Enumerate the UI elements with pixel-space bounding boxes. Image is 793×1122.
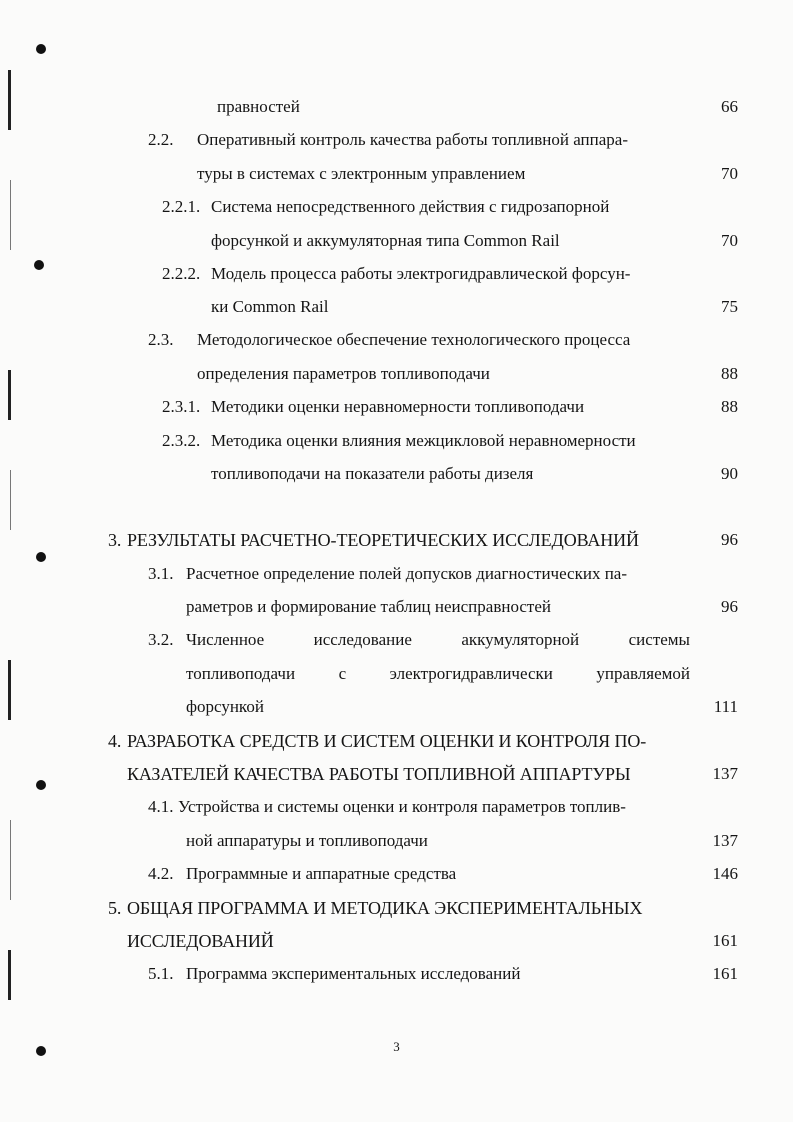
- toc-chapter-title: РЕЗУЛЬТАТЫ РАСЧЕТНО-ТЕОРЕТИЧЕСКИХ ИССЛЕДОВАНИЙ: [127, 530, 639, 550]
- word: исследование: [313, 630, 412, 649]
- toc-page-number: 90: [721, 464, 738, 483]
- toc-entry-text: раметров и формирование таблиц неисправностей: [186, 597, 551, 616]
- toc-entry-text: Программные и аппаратные средства: [186, 864, 457, 883]
- toc-entry-number: 2.3.1.: [162, 397, 201, 416]
- toc-page-number: 66: [721, 97, 738, 116]
- toc-entry-text: Методики оценки неравномерности топливоподачи: [211, 397, 585, 416]
- toc-entry-number: 5.1.: [148, 964, 174, 983]
- punch-hole: [34, 260, 44, 270]
- toc-entry-number: 4.2.: [148, 864, 174, 883]
- toc-entry-text: форсункой: [186, 697, 264, 716]
- word: топливоподачи: [186, 664, 296, 683]
- toc-entry-number: 2.2.2.: [162, 264, 201, 283]
- word: управляемой: [596, 664, 690, 683]
- scan-edge-shadow: [8, 370, 11, 420]
- toc-entry-number: 3.2.: [148, 630, 174, 649]
- toc-page-number: 88: [721, 364, 738, 383]
- toc-entry-number: 4.1.: [148, 797, 174, 816]
- scan-edge-speck: [10, 180, 11, 250]
- toc-entry-text: [186, 663, 690, 685]
- scan-edge-shadow: [8, 950, 11, 1000]
- toc-entry-number: 2.3.: [148, 330, 174, 349]
- toc-entry-number: 2.3.2.: [162, 431, 201, 450]
- scan-edge-speck: [10, 820, 11, 900]
- page-number-footer: 3: [393, 1039, 400, 1054]
- toc-entry-text: правностей: [217, 97, 300, 116]
- toc-page-number: 111: [713, 697, 738, 716]
- toc-page-number: 96: [721, 530, 738, 549]
- toc-entry-text: туры в системах с электронным управлением: [197, 164, 526, 183]
- toc-entry-number: 3.1.: [148, 564, 174, 583]
- word: электрогидравлически: [389, 664, 553, 683]
- word: аккумуляторной: [461, 630, 580, 649]
- toc-entry-text: Методика оценки влияния межцикловой неравномерности: [211, 431, 636, 450]
- toc-entry-number: 2.2.1.: [162, 197, 201, 216]
- toc-page-number: 70: [721, 231, 738, 250]
- toc-entry-text: Оперативный контроль качества работы топливной аппара-: [197, 130, 628, 149]
- toc-entry-text: Расчетное определение полей допусков диагностических па-: [186, 564, 628, 583]
- toc-page-number: 75: [721, 297, 738, 316]
- word: системы: [628, 630, 690, 649]
- toc-chapter-title: КАЗАТЕЛЕЙ КАЧЕСТВА РАБОТЫ ТОПЛИВНОЙ АППАРТУРЫ: [127, 764, 631, 784]
- word: Численное: [186, 630, 265, 649]
- word: с: [338, 664, 347, 683]
- toc-entry-text: Устройства и системы оценки и контроля параметров топлив-: [178, 797, 626, 816]
- toc-chapter-number: 5.: [108, 898, 122, 918]
- toc-page-number: 146: [712, 864, 738, 883]
- toc-entry-text: Методологическое обеспечение технологического процесса: [197, 330, 631, 349]
- toc-chapter-number: 3.: [108, 530, 122, 550]
- toc-entry-text: ки Common Rail: [211, 297, 329, 316]
- scan-edge-shadow: [8, 70, 11, 130]
- toc-page-number: 88: [721, 397, 738, 416]
- toc-page-number: 96: [721, 597, 738, 616]
- toc-entry-number: 2.2.: [148, 130, 174, 149]
- toc-page-number: 161: [712, 931, 738, 950]
- scan-edge-shadow: [8, 660, 11, 720]
- toc-entry-text: Программа экспериментальных исследований: [186, 964, 521, 983]
- toc-chapter-title: ОБЩАЯ ПРОГРАММА И МЕТОДИКА ЭКСПЕРИМЕНТАЛЬНЫХ: [127, 898, 643, 918]
- toc-entry-text: [186, 629, 690, 651]
- toc-chapter-title: РАЗРАБОТКА СРЕДСТВ И СИСТЕМ ОЦЕНКИ И КОНТРОЛЯ ПО-: [127, 731, 647, 751]
- toc-entry-text: топливоподачи на показатели работы дизеля: [211, 464, 534, 483]
- toc-page-number: 161: [712, 964, 738, 983]
- punch-hole: [36, 552, 46, 562]
- toc-entry-text: определения параметров топливоподачи: [197, 364, 490, 383]
- scan-edge-speck: [10, 470, 11, 530]
- toc-page-number: 137: [712, 764, 738, 783]
- toc-entry-text: Система непосредственного действия с гидрозапорной: [211, 197, 610, 216]
- toc-entry-text: Модель процесса работы электрогидравлической форсун-: [211, 264, 631, 283]
- toc-entry-text: ной аппаратуры и топливоподачи: [186, 831, 428, 850]
- toc-page-number: 137: [712, 831, 738, 850]
- punch-hole: [36, 780, 46, 790]
- toc-chapter-title: ИССЛЕДОВАНИЙ: [127, 931, 274, 951]
- toc-chapter-number: 4.: [108, 731, 122, 751]
- toc-entry-text: форсункой и аккумуляторная типа Common Rail: [211, 231, 560, 250]
- toc-page-number: 70: [721, 164, 738, 183]
- punch-hole: [36, 44, 46, 54]
